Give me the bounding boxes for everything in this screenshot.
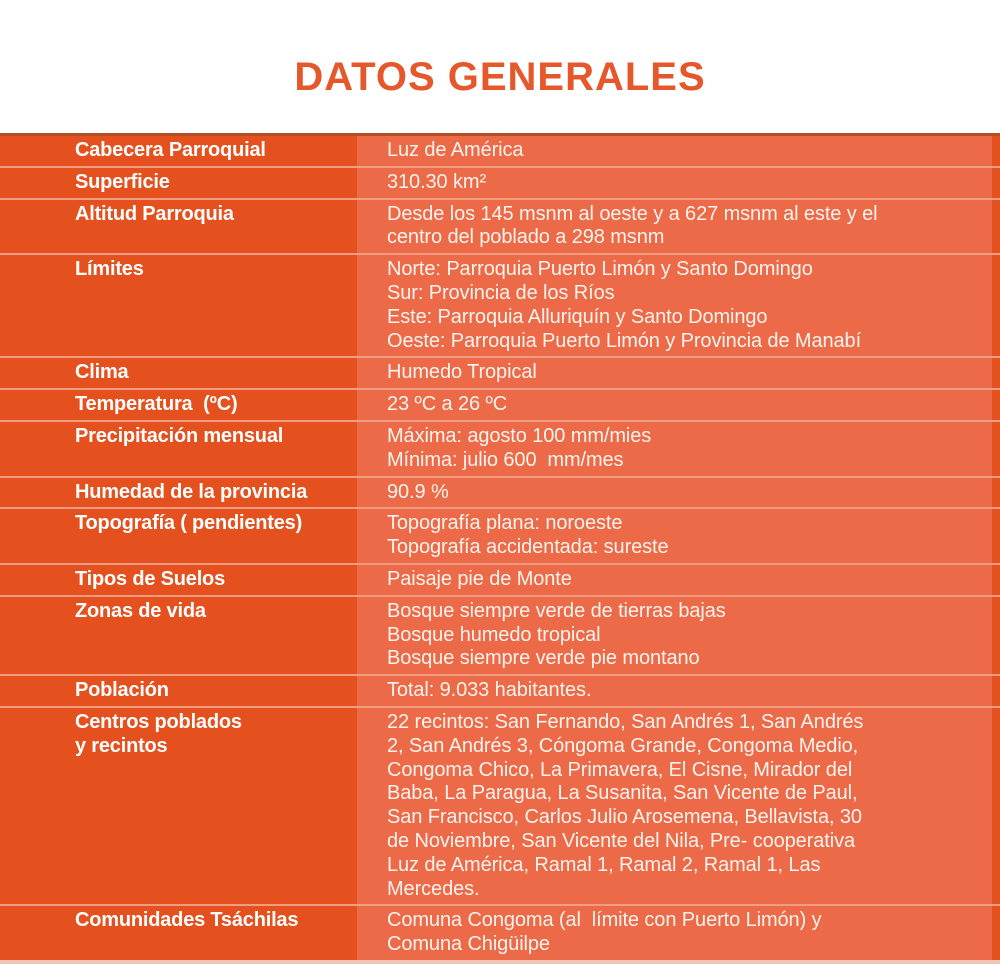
row-label — [0, 200, 357, 254]
value-line: Humedo Tropical — [387, 361, 537, 384]
value-line: Oeste: Parroquia Puerto Limón y Provincia de Manabí — [387, 329, 862, 352]
table-row — [0, 198, 1000, 254]
label-line: Superficie — [75, 170, 170, 193]
row-value — [357, 168, 1000, 198]
row-value — [357, 422, 1000, 476]
value-line: Sur: Provincia de los Ríos — [387, 281, 615, 304]
value-line: Luz de América — [387, 139, 524, 161]
label-line: Comunidades Tsáchilas — [75, 909, 299, 932]
table-row — [0, 420, 1000, 476]
row-label — [0, 565, 357, 595]
value-line: 22 recintos: San Fernando, San Andrés 1, San Andrés — [387, 710, 864, 733]
label-line: Límites — [75, 258, 144, 281]
row-value — [357, 597, 1000, 674]
value-line: Norte: Parroquia Puerto Limón y Santo Domingo — [387, 258, 813, 281]
table-row — [0, 674, 1000, 706]
value-line: de Noviembre, San Vicente del Nila, Pre- cooperativa — [387, 829, 856, 852]
row-label — [0, 478, 357, 508]
row-label — [0, 597, 357, 674]
row-value — [357, 200, 1000, 254]
table-row — [0, 595, 1000, 674]
row-value — [357, 358, 1000, 388]
label-line: Topografía ( pendientes) — [75, 512, 303, 535]
row-label — [0, 255, 357, 356]
value-line: 2, San Andrés 3, Cóngoma Grande, Congoma Medio, — [387, 734, 859, 757]
page-title: DATOS GENERALES — [294, 55, 706, 99]
row-label — [0, 509, 357, 563]
value-line: Baba, La Paragua, La Susanita, San Vicente de Paul, — [387, 782, 858, 805]
value-line: Bosque siempre verde pie montano — [387, 647, 700, 670]
row-value — [357, 255, 1000, 356]
row-value — [357, 390, 1000, 420]
row-value — [357, 708, 1000, 904]
value-line: Mercedes. — [387, 877, 480, 900]
value-line: 23 ºC a 26 ºC — [387, 393, 508, 416]
value-line: centro del poblado a 298 msnm — [387, 226, 665, 249]
table-row — [0, 136, 1000, 166]
row-label — [0, 676, 357, 706]
label-line: y recintos — [75, 734, 168, 757]
label-line: Temperatura (ºC) — [75, 393, 238, 416]
row-label — [0, 422, 357, 476]
table-row — [0, 507, 1000, 563]
table-row — [0, 476, 1000, 508]
table-row — [0, 563, 1000, 595]
value-line: Bosque humedo tropical — [387, 623, 601, 646]
value-line: Comuna Congoma (al límite con Puerto Limón) y — [387, 909, 822, 932]
row-value — [357, 676, 1000, 706]
label-line: Clima — [75, 361, 129, 384]
table-row — [0, 388, 1000, 420]
value-line: Congoma Chico, La Primavera, El Cisne, Mirador del — [387, 758, 853, 781]
label-line: Población — [75, 679, 169, 702]
table-row — [0, 166, 1000, 198]
value-line: Topografía accidentada: sureste — [387, 536, 669, 559]
table-row — [0, 356, 1000, 388]
row-label — [0, 136, 357, 166]
value-line: Bosque siempre verde de tierras bajas — [387, 599, 726, 622]
table-row — [0, 253, 1000, 356]
row-value — [357, 136, 1000, 166]
value-line: Luz de América, Ramal 1, Ramal 2, Ramal 1, Las — [387, 853, 821, 876]
row-value — [357, 478, 1000, 508]
label-line: Tipos de Suelos — [75, 567, 225, 590]
label-line: Precipitación mensual — [75, 424, 284, 447]
label-line: Zonas de vida — [75, 599, 206, 622]
value-line: Mínima: julio 600 mm/mes — [387, 448, 624, 471]
row-label — [0, 168, 357, 198]
label-line: Altitud Parroquia — [75, 202, 234, 225]
label-line: Humedad de la provincia — [75, 480, 308, 503]
row-value — [357, 565, 1000, 595]
value-line: Total: 9.033 habitantes. — [387, 679, 592, 702]
label-line: Centros poblados — [75, 710, 242, 733]
row-value — [357, 509, 1000, 563]
value-line: Topografía plana: noroeste — [387, 512, 623, 535]
row-label — [0, 906, 357, 960]
label-line: Cabecera Parroquial — [75, 139, 266, 161]
row-value — [357, 906, 1000, 960]
value-line: Máxima: agosto 100 mm/mies — [387, 424, 652, 447]
row-label — [0, 708, 357, 904]
value-line: Este: Parroquia Alluriquín y Santo Domingo — [387, 305, 768, 328]
value-line: Desde los 145 msnm al oeste y a 627 msnm al este y el — [387, 202, 878, 225]
row-label — [0, 358, 357, 388]
table-row — [0, 904, 1000, 960]
value-line: 310.30 km² — [387, 170, 487, 193]
datos-generales-table — [0, 133, 1000, 964]
value-line: 90.9 % — [387, 480, 449, 503]
table-row — [0, 706, 1000, 904]
value-line: San Francisco, Carlos Julio Arosemena, Bellavista, 30 — [387, 806, 862, 829]
value-line: Comuna Chigüilpe — [387, 933, 550, 956]
page-header — [0, 0, 1000, 133]
row-label — [0, 390, 357, 420]
value-line: Paisaje pie de Monte — [387, 567, 572, 590]
